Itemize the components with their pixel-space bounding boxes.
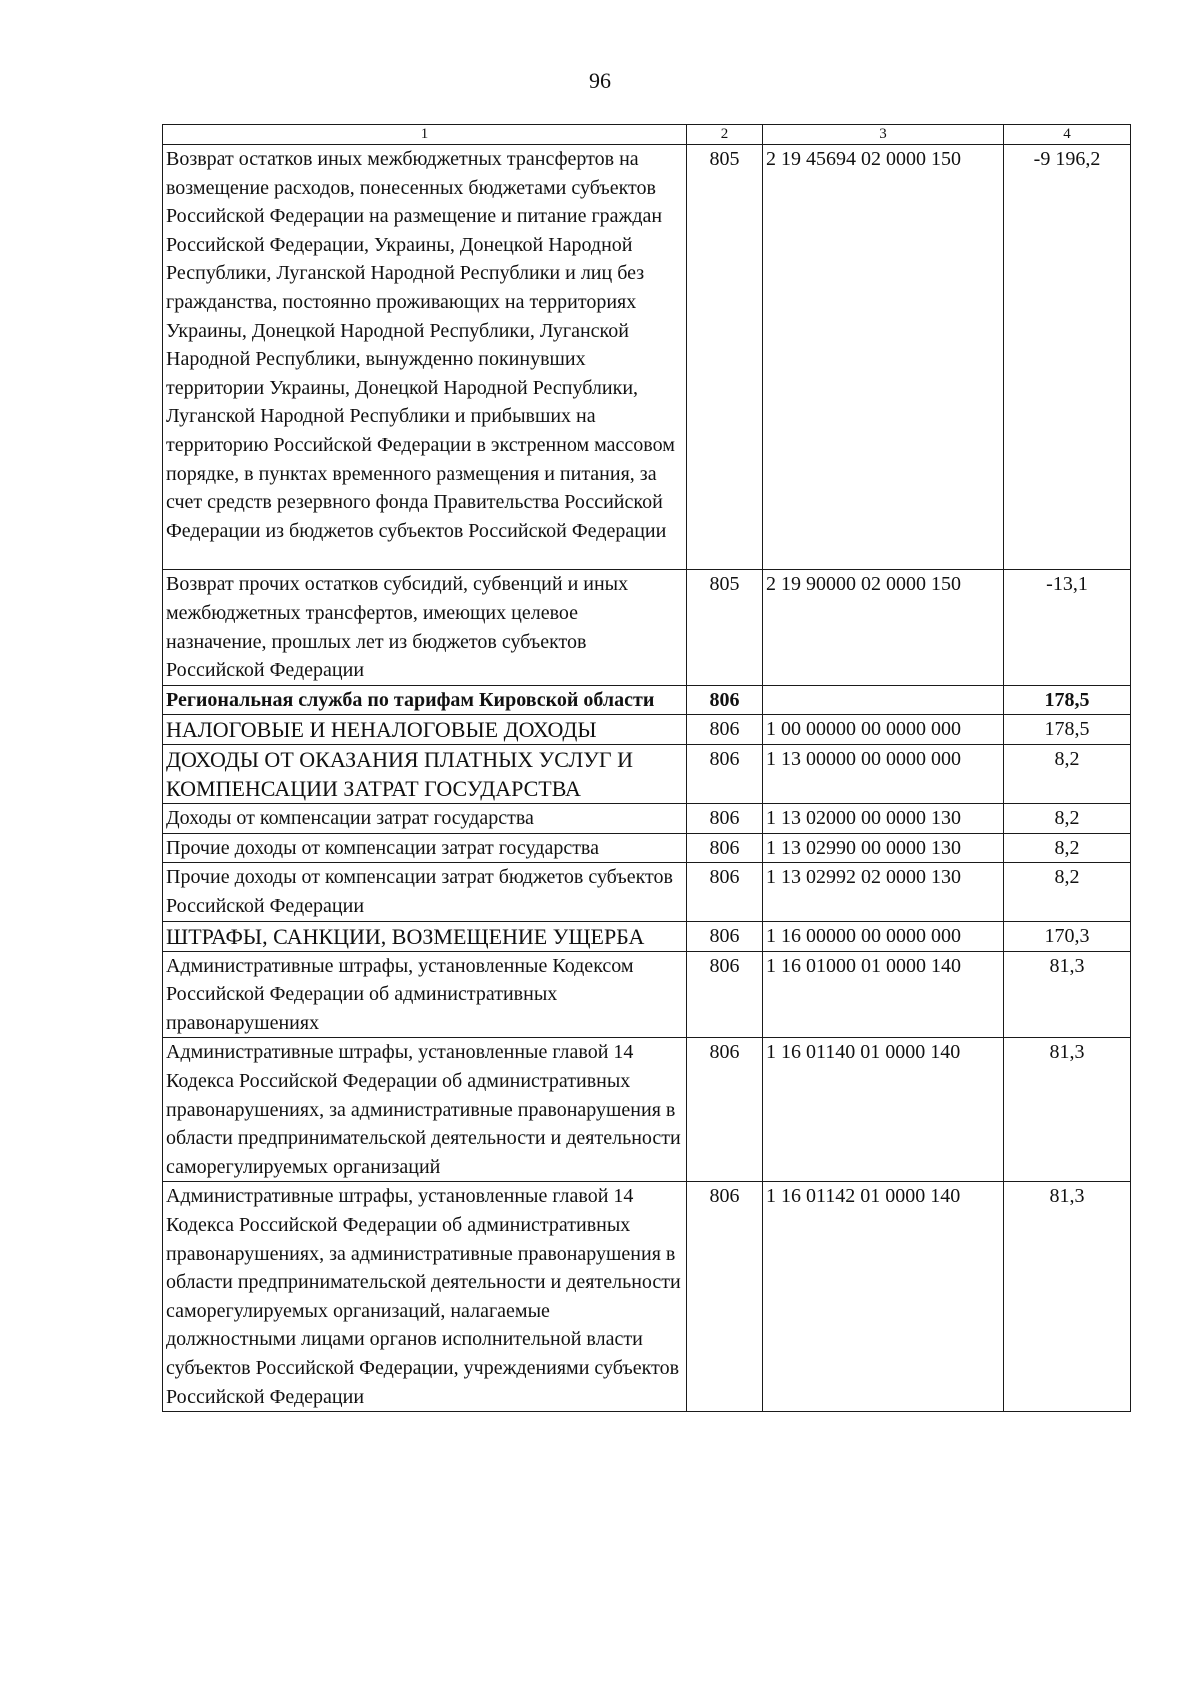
- row-budget-code: [763, 685, 1004, 715]
- row-name: ШТРАФЫ, САНКЦИИ, ВОЗМЕЩЕНИЕ УЩЕРБА: [163, 921, 687, 951]
- row-admin-code: 806: [687, 863, 763, 921]
- row-budget-code: 2 19 45694 02 0000 150: [763, 145, 1004, 570]
- row-amount: 170,3: [1004, 921, 1131, 951]
- row-admin-code: 806: [687, 921, 763, 951]
- page-number: 96: [589, 68, 611, 93]
- column-header-3: 3: [763, 125, 1004, 145]
- table-row: [163, 921, 1131, 951]
- row-budget-code: 1 13 02992 02 0000 130: [763, 863, 1004, 921]
- row-amount: 81,3: [1004, 1038, 1131, 1182]
- row-name: Административные штрафы, установленные главой 14 Кодекса Российской Федерации об административных правонарушениях, за административные правонарушения в области предпринимательской деятельности и деятельности саморегулируемых организаций: [163, 1038, 687, 1182]
- row-amount: 8,2: [1004, 833, 1131, 863]
- row-name: ДОХОДЫ ОТ ОКАЗАНИЯ ПЛАТНЫХ УСЛУГ И КОМПЕНСАЦИИ ЗАТРАТ ГОСУДАРСТВА: [163, 745, 687, 804]
- table-row: [163, 951, 1131, 1038]
- budget-table: [162, 124, 1131, 1412]
- row-name: Доходы от компенсации затрат государства: [163, 804, 687, 834]
- row-admin-code: 806: [687, 1182, 763, 1412]
- row-admin-code: 805: [687, 570, 763, 685]
- table-row: [163, 1038, 1131, 1182]
- table-row: [163, 745, 1131, 804]
- row-budget-code: 1 16 00000 00 0000 000: [763, 921, 1004, 951]
- row-amount: -13,1: [1004, 570, 1131, 685]
- table-row: [163, 715, 1131, 745]
- row-admin-code: 806: [687, 951, 763, 1038]
- row-name: Прочие доходы от компенсации затрат бюджетов субъектов Российской Федерации: [163, 863, 687, 921]
- row-admin-code: 806: [687, 1038, 763, 1182]
- row-budget-code: 1 16 01142 01 0000 140: [763, 1182, 1004, 1412]
- row-budget-code: 1 16 01000 01 0000 140: [763, 951, 1004, 1038]
- column-header-2: 2: [687, 125, 763, 145]
- table-row: [163, 833, 1131, 863]
- column-header-1: 1: [163, 125, 687, 145]
- row-admin-code: 806: [687, 745, 763, 804]
- table-header-row: [163, 125, 1131, 145]
- row-name: Региональная служба по тарифам Кировской области: [163, 685, 687, 715]
- row-amount: 81,3: [1004, 951, 1131, 1038]
- row-budget-code: 2 19 90000 02 0000 150: [763, 570, 1004, 685]
- row-budget-code: 1 13 02990 00 0000 130: [763, 833, 1004, 863]
- table-row: [163, 863, 1131, 921]
- row-budget-code: 1 00 00000 00 0000 000: [763, 715, 1004, 745]
- row-amount: 8,2: [1004, 804, 1131, 834]
- table-row: [163, 804, 1131, 834]
- row-admin-code: 806: [687, 833, 763, 863]
- row-name: Административные штрафы, установленные Кодексом Российской Федерации об административных правонарушениях: [163, 951, 687, 1038]
- row-name: Прочие доходы от компенсации затрат государства: [163, 833, 687, 863]
- row-budget-code: 1 13 00000 00 0000 000: [763, 745, 1004, 804]
- row-name: Административные штрафы, установленные главой 14 Кодекса Российской Федерации об административных правонарушениях, за административные правонарушения в области предпринимательской деятельности и деятельности саморегулируемых организаций, налагаемые должностными лицами органов исполнительной власти субъектов Российской Федерации, учреждениями субъектов Российской Федерации: [163, 1182, 687, 1412]
- table-row: [163, 685, 1131, 715]
- table-row: [163, 570, 1131, 685]
- table-row: [163, 145, 1131, 570]
- row-amount: 8,2: [1004, 863, 1131, 921]
- row-budget-code: 1 13 02000 00 0000 130: [763, 804, 1004, 834]
- row-admin-code: 806: [687, 685, 763, 715]
- row-name: НАЛОГОВЫЕ И НЕНАЛОГОВЫЕ ДОХОДЫ: [163, 715, 687, 745]
- row-name: Возврат остатков иных межбюджетных трансфертов на возмещение расходов, понесенных бюджетами субъектов Российской Федерации на размещение и питание граждан Российской Федерации, Украины, Донецкой Народной Республики, Луганской Народной Республики и лиц без гражданства, постоянно проживающих на территориях Украины, Донецкой Народной Республики, Луганской Народной Республики, вынужденно покинувших территории Украины, Донецкой Народной Республики, Луганской Народной Республики и прибывших на территорию Российской Федерации в экстренном массовом порядке, в пунктах временного размещения и питания, за счет средств резервного фонда Правительства Российской Федерации из бюджетов субъектов Российской Федерации: [163, 145, 687, 570]
- row-admin-code: 806: [687, 804, 763, 834]
- row-budget-code: 1 16 01140 01 0000 140: [763, 1038, 1004, 1182]
- row-admin-code: 805: [687, 145, 763, 570]
- row-amount: 81,3: [1004, 1182, 1131, 1412]
- table-row: [163, 1182, 1131, 1412]
- row-amount: 178,5: [1004, 685, 1131, 715]
- row-name: Возврат прочих остатков субсидий, субвенций и иных межбюджетных трансфертов, имеющих целевое назначение, прошлых лет из бюджетов субъектов Российской Федерации: [163, 570, 687, 685]
- row-admin-code: 806: [687, 715, 763, 745]
- row-amount: 8,2: [1004, 745, 1131, 804]
- row-amount: -9 196,2: [1004, 145, 1131, 570]
- row-amount: 178,5: [1004, 715, 1131, 745]
- column-header-4: 4: [1004, 125, 1131, 145]
